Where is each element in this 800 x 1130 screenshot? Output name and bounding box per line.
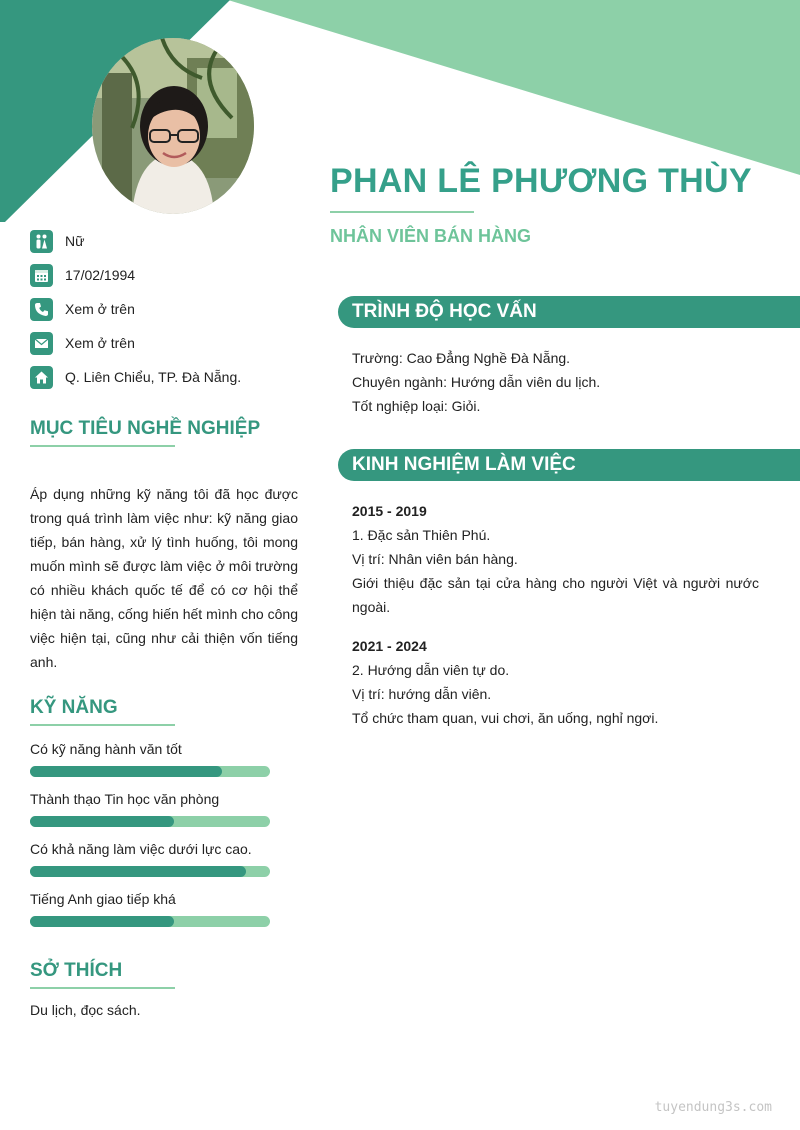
contact-phone-text: Xem ở trên [65,301,135,317]
education-major: Chuyên ngành: Hướng dẫn viên du lịch. [352,374,601,390]
skill-item [30,738,270,788]
calendar-icon [30,264,53,287]
experience-period: 2021 - 2024 [352,638,427,654]
education-school: Trường: Cao Đẳng Nghề Đà Nẵng. [352,350,571,366]
gender-icon [30,230,53,253]
skills-underline [30,724,175,726]
watermark: tuyendung3s.com [654,1100,772,1115]
education-heading: TRÌNH ĐỘ HỌC VẤN [338,296,800,328]
skills-list [30,738,270,938]
skill-item [30,838,270,888]
skill-bar-fill [30,816,174,827]
objective-text: Áp dụng những kỹ năng tôi đã học được trong quá trình làm việc như: kỹ năng giao tiếp, bán hàng, xử lý tình huống, tôi mong muốn mình sẽ được làm việc ở môi trường có nhiều khách quốc tế để có cơ hội thể hiện tài năng, cống hiến hết mình cho công việc hiện tại, cũng như cải thiện vốn tiếng anh. [30,486,298,670]
hobbies-text: Du lịch, đọc sách. [30,1002,141,1018]
skill-bar-fill [30,866,246,877]
contact-email [30,326,241,360]
objective-heading: MỤC TIÊU NGHỀ NGHIỆP [30,418,261,439]
phone-icon [30,298,53,321]
contact-gender [30,224,241,258]
skill-label: Thành thạo Tin học văn phòng [30,791,220,807]
experience-period: 2015 - 2019 [352,503,427,519]
education-details [352,346,600,418]
contact-phone [30,292,241,326]
hobbies-heading: SỞ THÍCH [30,960,123,981]
hobbies-underline [30,987,175,989]
objective-underline [30,445,175,447]
skill-item [30,888,270,938]
experience-company: 1. Đặc sản Thiên Phú. [352,527,491,543]
contact-birthday-text: 17/02/1994 [65,267,136,283]
experience-item [352,499,759,619]
skill-bar [30,816,270,827]
contact-birthday [30,258,241,292]
skill-bar-fill [30,766,222,777]
candidate-position: NHÂN VIÊN BÁN HÀNG [330,226,532,246]
experience-company: 2. Hướng dẫn viên tự do. [352,662,510,678]
contact-list [30,224,241,394]
experience-list [352,499,759,745]
skills-heading: KỸ NĂNG [30,697,118,718]
candidate-name: PHAN LÊ PHƯƠNG THÙY [330,162,752,200]
email-icon [30,332,53,355]
skill-bar-fill [30,916,174,927]
experience-item [352,634,759,730]
contact-gender-text: Nữ [65,233,85,249]
contact-address [30,360,241,394]
education-grade: Tốt nghiệp loại: Giỏi. [352,398,481,414]
experience-heading: KINH NGHIỆM LÀM VIỆC [338,449,800,481]
skill-bar [30,766,270,777]
experience-description: Tổ chức tham quan, vui chơi, ăn uống, nghỉ ngơi. [352,710,659,726]
experience-role: Vị trí: Nhân viên bán hàng. [352,551,518,567]
home-icon [30,366,53,389]
contact-email-text: Xem ở trên [65,335,135,351]
skill-label: Tiếng Anh giao tiếp khá [30,891,176,907]
contact-address-text: Q. Liên Chiểu, TP. Đà Nẵng. [65,369,242,385]
experience-role: Vị trí: hướng dẫn viên. [352,686,492,702]
skill-label: Có khả năng làm việc dưới lực cao. [30,841,252,857]
skill-item [30,788,270,838]
skill-bar [30,916,270,927]
profile-photo [92,38,254,214]
experience-description: Giới thiệu đặc sản tại cửa hàng cho người Việt và người nước ngoài. [352,575,759,615]
name-underline [330,211,474,213]
skill-bar [30,866,270,877]
skill-label: Có kỹ năng hành văn tốt [30,741,182,757]
